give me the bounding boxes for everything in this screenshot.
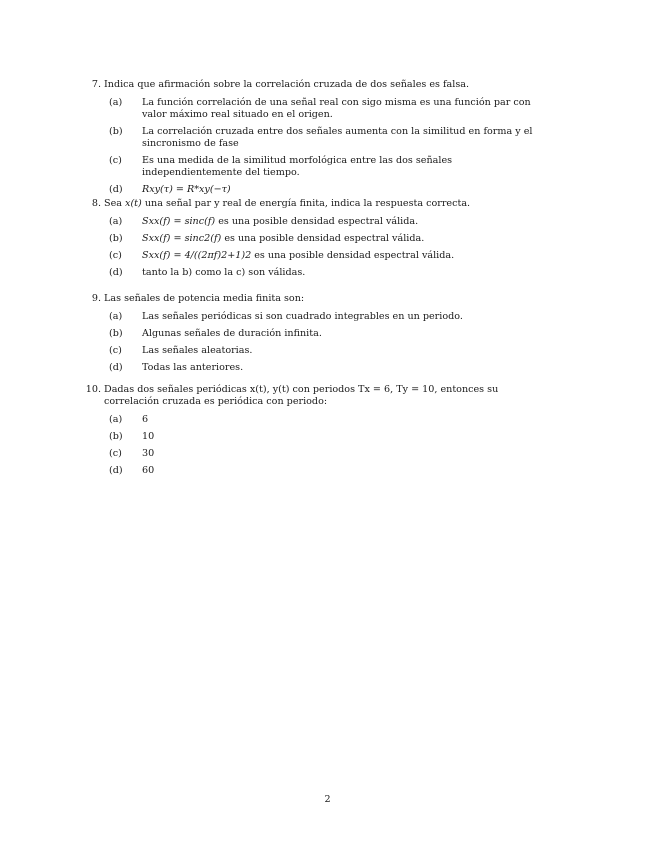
option-d [82,362,552,374]
question-math: x(t) [125,198,142,209]
option-text: tanto la b) como la c) son válidas. [142,267,306,278]
option-label: (a) [109,216,123,227]
option-label: (b) [109,431,123,442]
option-text: 10 [142,431,155,442]
question-number: 10. [85,384,101,395]
question-8 [82,198,552,284]
option-label: (d) [109,362,123,373]
option-text [142,233,552,245]
option-c [82,448,552,460]
question-number: 8. [91,198,101,209]
option-description: es una posible densidad espectral válida. [221,233,425,244]
option-label: (b) [109,328,123,339]
option-text: Las señales aleatorias. [142,345,253,356]
option-d [82,465,552,477]
question-text [104,198,552,210]
option-description: es una posible densidad espectral válida. [215,216,419,227]
option-text: Algunas señales de duración infinita. [142,328,322,339]
option-text: Las señales periódicas si son cuadrado integrables en un periodo. [142,311,463,322]
option-d [82,267,552,279]
options-list [82,216,552,279]
option-label: (a) [109,311,123,322]
question-text: Indica que afirmación sobre la correlación cruzada de dos señales es falsa. [104,79,470,90]
option-text: Es una medida de la similitud morfológica entre las dos señales independientemente del tiempo. [142,155,453,178]
option-d [82,184,552,196]
option-a [82,216,552,228]
option-label: (b) [109,233,123,244]
options-list [82,311,552,374]
question-9 [82,293,552,379]
option-b [82,431,552,443]
option-a [82,97,552,121]
option-label: (b) [109,126,123,137]
question-7 [82,79,552,201]
option-label: (d) [109,465,123,476]
option-label: (d) [109,184,123,195]
option-a [82,414,552,426]
option-text [142,250,552,262]
option-text: 6 [142,414,149,425]
option-label: (c) [109,250,122,261]
question-10 [82,384,552,482]
question-number: 9. [91,293,101,304]
option-text: Todas las anteriores. [142,362,244,373]
option-math: Sxx(f) = 4/((2πf)2+1)2 [142,250,252,261]
question-text-end: una señal par y real de energía finita, indica la respuesta correcta. [141,198,471,209]
options-list [82,97,552,196]
option-c [82,250,552,262]
option-text: 30 [142,448,155,459]
option-b [82,328,552,340]
option-a [82,311,552,323]
option-label: (c) [109,448,122,459]
option-c [82,155,552,179]
question-text: Dadas dos señales periódicas x(t), y(t) con periodos Tx = 6, Ty = 10, entonces su correlación cruzada es periódica con periodo: [104,384,499,407]
option-math: Sxx(f) = sinc2(f) [142,233,222,244]
option-math: Sxx(f) = sinc(f) [142,216,216,227]
question-number: 7. [91,79,101,90]
option-math: Rxy(τ) = R*xy(−τ) [142,184,231,195]
option-b [82,233,552,245]
option-text: La función correlación de una señal real con sigo misma es una función par con valor máximo real situado en el origen. [142,97,531,120]
option-description: es una posible densidad espectral válida. [251,250,455,261]
question-text-start: Sea [104,198,126,209]
option-text: 60 [142,465,155,476]
option-c [82,345,552,357]
option-label: (a) [109,97,123,108]
option-label: (d) [109,267,123,278]
option-text: La correlación cruzada entre dos señales aumenta con la similitud en forma y el sincronismo de fase [142,126,533,149]
options-list [82,414,552,477]
option-label: (c) [109,155,122,166]
option-b [82,126,552,150]
option-label: (c) [109,345,122,356]
question-text: Las señales de potencia media finita son: [104,293,305,304]
page-number: 2 [324,794,331,805]
option-text [142,216,552,228]
option-label: (a) [109,414,123,425]
